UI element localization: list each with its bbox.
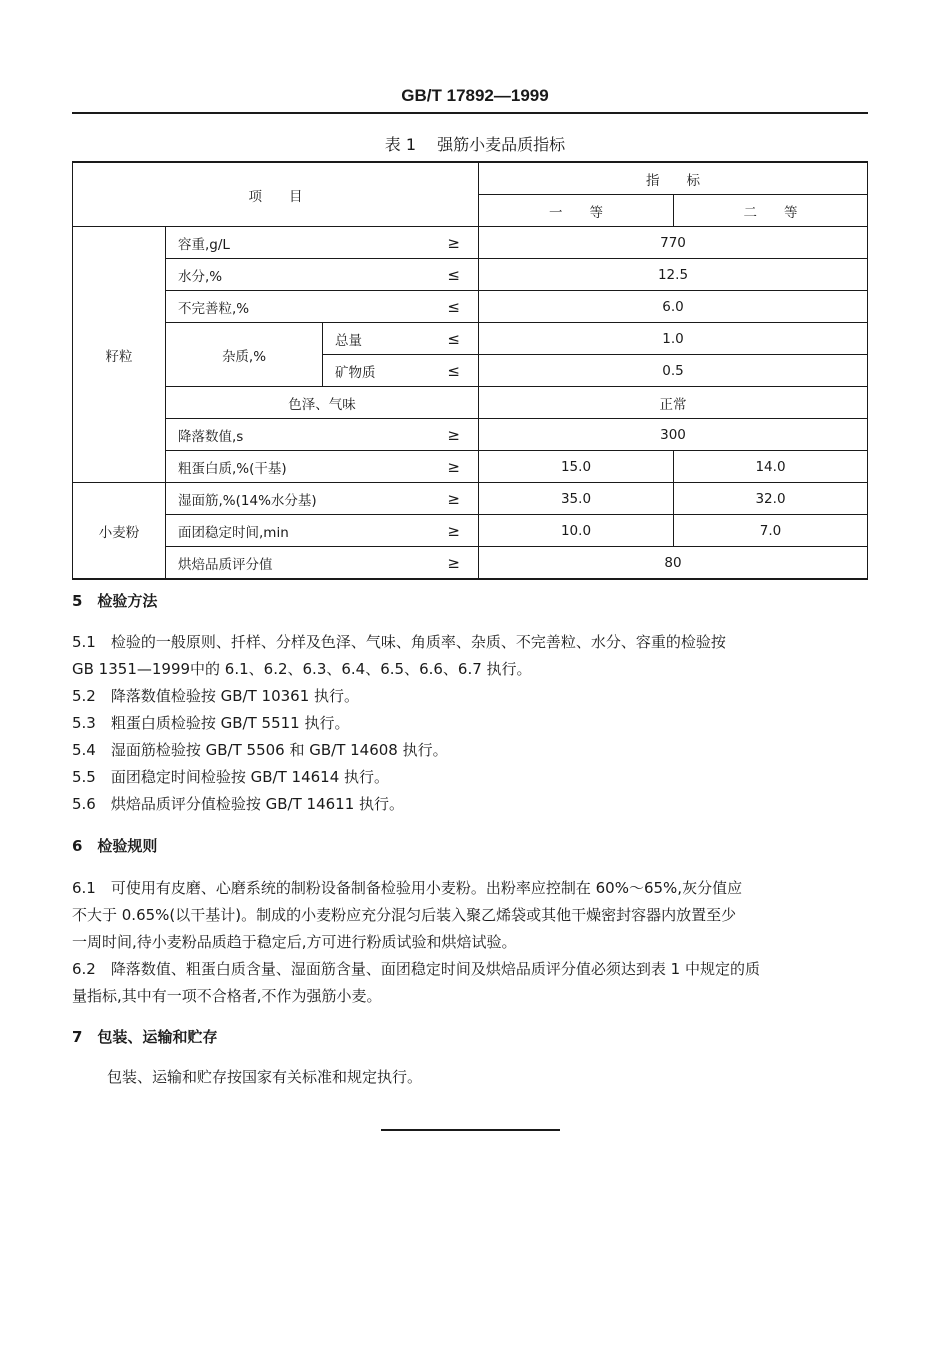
row-value: 80 xyxy=(479,547,868,580)
section-6-1-line-1: 6.1 可使用有皮磨、心磨系统的制粉设备制备检验用小麦粉。出粉率应控制在 60%～65%,灰分值应 xyxy=(72,879,743,897)
row-symbol: ≥ xyxy=(423,227,479,259)
end-rule xyxy=(381,1129,560,1131)
section-5-heading: 5 检验方法 xyxy=(72,592,158,610)
section-6-1-line-3: 一周时间,待小麦粉品质趋于稳定后,方可进行粉质试验和烘焙试验。 xyxy=(72,933,517,951)
document-code: GB/T 17892—1999 xyxy=(401,86,549,105)
row-symbol: ≥ xyxy=(423,483,479,515)
row-value: 0.5 xyxy=(479,355,868,387)
row-label: 湿面筋,%(14%水分基) xyxy=(166,483,423,515)
section-5-6: 5.6 烘焙品质评分值检验按 GB/T 14611 执行。 xyxy=(72,795,405,813)
section-6-2-line-1: 6.2 降落数值、粗蛋白质含量、湿面筋含量、面团稳定时间及烘焙品质评分值必须达到表 1 中规定的质 xyxy=(72,960,760,978)
table-row xyxy=(73,227,868,259)
row-label: 水分,% xyxy=(166,259,423,291)
row-value-grade-2: 7.0 xyxy=(674,515,868,547)
table-row xyxy=(73,483,868,515)
section-7-heading: 7 包装、运输和贮存 xyxy=(72,1028,218,1046)
table-caption-title: 强筋小麦品质指标 xyxy=(437,135,566,154)
row-symbol: ≤ xyxy=(423,259,479,291)
row-label: 降落数值,s xyxy=(166,419,423,451)
header-index: 指 标 xyxy=(479,162,868,195)
table-row xyxy=(73,259,868,291)
row-value-grade-1: 35.0 xyxy=(479,483,674,515)
impurity-label: 杂质,% xyxy=(166,323,323,387)
row-symbol: ≤ xyxy=(423,291,479,323)
section-6-heading: 6 检验规则 xyxy=(72,837,158,855)
row-label: 面团稳定时间,min xyxy=(166,515,423,547)
row-symbol: ≥ xyxy=(423,515,479,547)
section-7-body: 包装、运输和贮存按国家有关标准和规定执行。 xyxy=(107,1068,423,1086)
row-value: 正常 xyxy=(479,387,868,419)
section-5-3: 5.3 粗蛋白质检验按 GB/T 5511 执行。 xyxy=(72,714,350,732)
row-label: 粗蛋白质,%(干基) xyxy=(166,451,423,483)
row-value: 770 xyxy=(479,227,868,259)
row-value: 1.0 xyxy=(479,323,868,355)
table-row xyxy=(73,387,868,419)
row-value: 6.0 xyxy=(479,291,868,323)
row-value: 12.5 xyxy=(479,259,868,291)
section-6-2-line-2: 量指标,其中有一项不合格者,不作为强筋小麦。 xyxy=(72,987,382,1005)
table-row xyxy=(73,291,868,323)
row-label: 容重,g/L xyxy=(166,227,423,259)
row-label: 烘焙品质评分值 xyxy=(166,547,423,580)
header-item: 项 目 xyxy=(73,162,479,227)
row-value-grade-2: 14.0 xyxy=(674,451,868,483)
table-header-row xyxy=(73,162,868,195)
quality-index-table xyxy=(72,161,868,580)
row-label: 不完善粒,% xyxy=(166,291,423,323)
group-kernel: 籽粒 xyxy=(73,227,166,483)
row-symbol: ≥ xyxy=(423,547,479,580)
header-grade-1: 一 等 xyxy=(479,195,674,227)
row-value-grade-1: 15.0 xyxy=(479,451,674,483)
header-rule xyxy=(72,112,868,114)
header-grade-2: 二 等 xyxy=(674,195,868,227)
section-5-1-line-1: 5.1 检验的一般原则、扦样、分样及色泽、气味、角质率、杂质、不完善粒、水分、容重的检验按 xyxy=(72,633,726,651)
row-label: 总量 xyxy=(323,323,423,355)
table-caption xyxy=(0,132,950,155)
section-5-4: 5.4 湿面筋检验按 GB/T 5506 和 GB/T 14608 执行。 xyxy=(72,741,448,759)
table-row xyxy=(73,451,868,483)
table-row xyxy=(73,515,868,547)
row-symbol: ≥ xyxy=(423,451,479,483)
section-5-5: 5.5 面团稳定时间检验按 GB/T 14614 执行。 xyxy=(72,768,390,786)
section-5-2: 5.2 降落数值检验按 GB/T 10361 执行。 xyxy=(72,687,360,705)
row-label: 色泽、气味 xyxy=(166,387,479,419)
row-symbol: ≤ xyxy=(423,355,479,387)
row-value: 300 xyxy=(479,419,868,451)
row-value-grade-2: 32.0 xyxy=(674,483,868,515)
table-row xyxy=(73,547,868,580)
table-row xyxy=(73,419,868,451)
row-label: 矿物质 xyxy=(323,355,423,387)
group-flour: 小麦粉 xyxy=(73,483,166,580)
table-row xyxy=(73,323,868,355)
table-caption-number: 表 1 xyxy=(384,135,417,154)
row-value-grade-1: 10.0 xyxy=(479,515,674,547)
section-5-1-line-2: GB 1351—1999中的 6.1、6.2、6.3、6.4、6.5、6.6、6.7 执行。 xyxy=(72,660,532,678)
section-6-1-line-2: 不大于 0.65%(以干基计)。制成的小麦粉应充分混匀后装入聚乙烯袋或其他干燥密封容器内放置至少 xyxy=(72,906,737,924)
row-symbol: ≥ xyxy=(423,419,479,451)
row-symbol: ≤ xyxy=(423,323,479,355)
